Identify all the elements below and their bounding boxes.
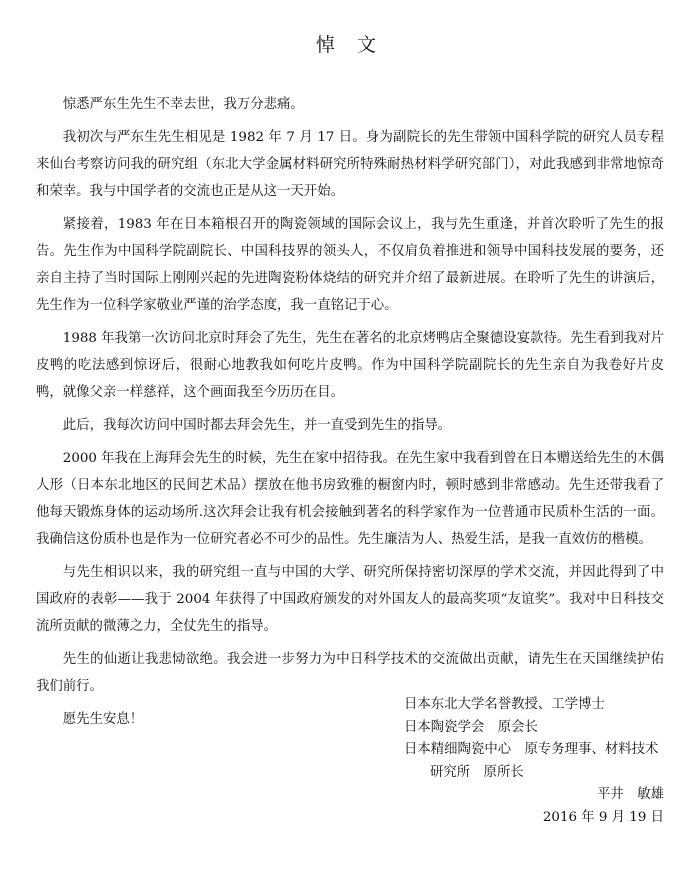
signature-title-1: 日本东北大学名誉教授、工学博士 <box>404 697 605 712</box>
paragraph-2: 我初次与严东生先生相见是 1982 年 7 月 17 日。身为副院长的先生带领中国科学院的研究人员专程来仙台考察访问我的研究组（东北大学金属材料研究所特殊耐热材料学研究部门），对此我感到非常地惊奇和荣幸。我与中国学者的交流也正是从这一天开始。 <box>36 130 664 199</box>
signature-date: 2016 年 9 月 19 日 <box>542 809 664 825</box>
paragraph-9: 愿先生安息！ <box>62 712 144 727</box>
paragraph-1: 惊悉严东生先生不幸去世，我万分悲痛。 <box>62 97 304 112</box>
signature-block <box>404 694 674 829</box>
page-title: 悼 文 <box>315 34 385 56</box>
body-text <box>36 91 664 733</box>
signature-title-3: 日本精细陶瓷中心 原专务理事、材料技术 <box>404 742 659 757</box>
signature-title-4: 研究所 原所长 <box>430 764 524 780</box>
paragraph-8: 先生的仙逝让我悲恸欲绝。我会进一步努力为中日科学技术的交流做出贡献，请先生在天国继续护佑我们前行。 <box>36 652 664 694</box>
signature-title-2: 日本陶瓷学会 原会长 <box>404 719 538 735</box>
paragraph-6: 2000 年我在上海拜会先生的时候，先生在家中招待我。在先生家中我看到曾在日本赠送给先生的木偶人形（日本东北地区的民间艺术品）摆放在他书房致雅的橱窗内时，顿时感到非常感动。先生还带我看了他每天锻炼身体的运动场所.这次拜会让我有机会接触到著名的科学家作为一位普通市民质朴生活的一面。我确信这份质朴也是作为一位研究者必不可少的品性。先生廉洁为人、热爱生活，是我一直效仿的楷模。 <box>36 451 664 547</box>
paragraph-4: 1988 年我第一次访问北京时拜会了先生，先生在著名的北京烤鸭店全聚德设宴款待。先生看到我对片皮鸭的吃法感到惊讶后，很耐心地教我如何吃片皮鸭。作为中国科学院副院长的先生亲自为我卷好片皮鸭，就像父亲一样慈祥，这个画面我至今历历在目。 <box>36 331 664 400</box>
signature-name: 平井 敏雄 <box>597 787 664 802</box>
paragraph-5: 此后，我每次访问中国时都去拜会先生，并一直受到先生的指导。 <box>62 418 452 433</box>
paragraph-3: 紧接着，1983 年在日本箱根召开的陶瓷领域的国际会议上，我与先生重逢，并首次聆听了先生的报告。先生作为中国科学院副院长、中国科技界的领头人，不仅肩负着推进和领导中国科技发展的要务，还亲自主持了当时国际上刚刚兴起的先进陶瓷粉体烧结的研究并介绍了最新进展。在聆听了先生的讲演后，先生作为一位科学家敬业严谨的治学态度，我一直铭记于心。 <box>36 217 664 313</box>
paragraph-7: 与先生相识以来，我的研究组一直与中国的大学、研究所保持密切深厚的学术交流，并因此得到了中国政府的表彰——我于 2004 年获得了中国政府颁发的对外国友人的最高奖项“友谊奖”。我对中日科技交流所贡献的微薄之力，全仗先生的指导。 <box>36 565 664 634</box>
